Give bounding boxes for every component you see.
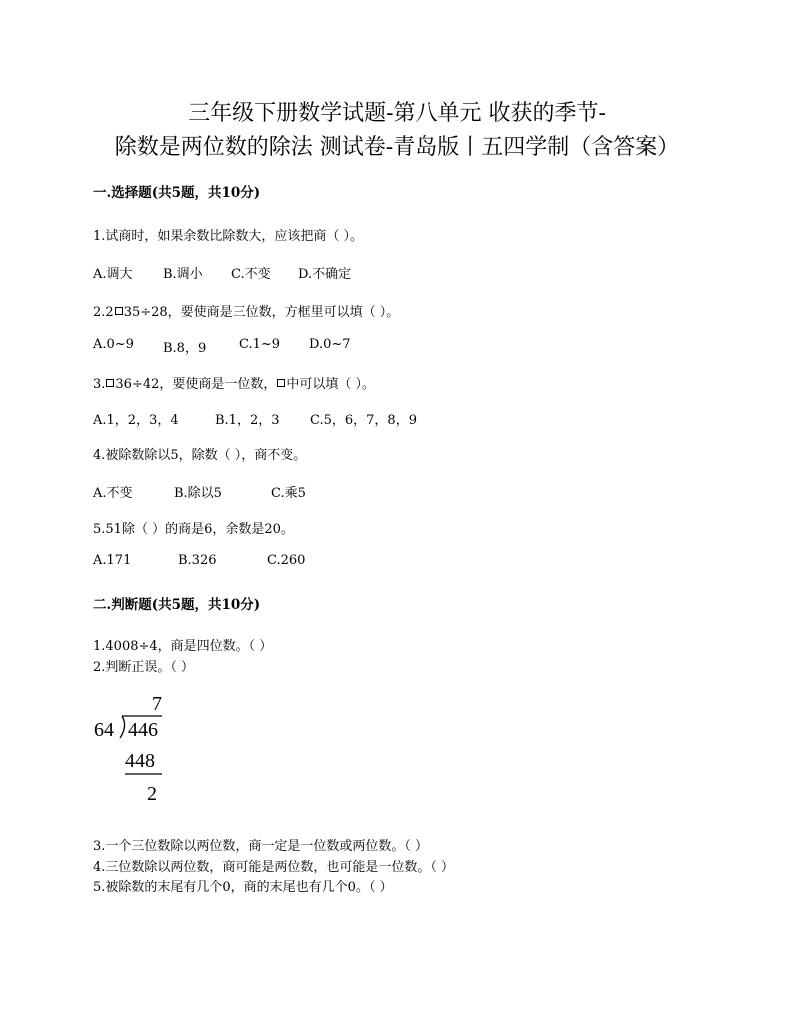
blank-box	[277, 379, 285, 387]
division-divisor: 64	[94, 719, 114, 741]
question-1: 1.试商时，如果余数比除数大，应该把商（ ）。	[93, 229, 364, 244]
section-1-heading: 一.选择题(共5题，共10分)	[93, 185, 261, 201]
question-3-middle: 36÷42，要使商是一位数，	[115, 377, 277, 392]
judge-question-3: 3.一个三位数除以两位数，商一定是一位数或两位数。（ ）	[93, 839, 429, 854]
blank-box	[106, 379, 114, 387]
division-remainder: 2	[147, 783, 157, 805]
division-bracket-curve	[120, 716, 125, 738]
option-d: D.0~7	[309, 337, 351, 352]
question-2	[93, 301, 399, 320]
title-line-2: 除数是两位数的除法 测试卷-青岛版丨五四学制（含答案）	[114, 135, 680, 160]
option-a: A.0~9	[93, 337, 134, 352]
division-product: 448	[125, 750, 155, 772]
question-2-prefix: 2.2	[93, 305, 114, 320]
judge-question-2: 2.判断正误。（ ）	[93, 660, 195, 675]
option-b: B.除以5	[174, 486, 222, 501]
question-2-suffix: 35÷28，要使商是三位数，方框里可以填（ ）。	[123, 305, 400, 320]
question-3-suffix: 中可以填（ ）。	[286, 377, 376, 392]
question-3	[93, 373, 375, 392]
question-4: 4.被除数除以5，除数（ ），商不变。	[93, 448, 307, 463]
option-c: C.5，6，7，8，9	[310, 413, 417, 428]
option-b: B.1，2，3	[215, 413, 280, 428]
division-quotient: 7	[152, 693, 162, 715]
section-2-heading: 二.判断题(共5题，共10分)	[93, 597, 261, 613]
option-a: A.1，2，3，4	[93, 413, 179, 428]
option-a: A.不变	[93, 486, 133, 501]
option-c: C.260	[267, 553, 306, 568]
option-d: D.不确定	[298, 267, 352, 282]
title-line-1: 三年级下册数学试题-第八单元 收获的季节-	[188, 101, 606, 126]
question-5: 5.51除（ ）的商是6，余数是20。	[93, 522, 294, 537]
judge-question-5: 5.被除数的末尾有几个0，商的末尾也有几个0。（ ）	[93, 880, 393, 895]
option-a: A.调大	[93, 267, 133, 282]
option-b: B.8，9	[163, 341, 207, 356]
judge-question-4: 4.三位数除以两位数，商可能是两位数，也可能是一位数。（ ）	[93, 860, 455, 875]
option-c: C.1~9	[239, 337, 281, 352]
option-a: A.171	[93, 553, 132, 568]
division-dividend: 446	[128, 719, 158, 741]
blank-box	[115, 307, 123, 315]
option-b: B.326	[178, 553, 217, 568]
option-c: C.乘5	[271, 486, 306, 501]
option-b: B.调小	[163, 267, 203, 282]
option-c: C.不变	[231, 267, 271, 282]
question-3-prefix: 3.	[93, 377, 106, 392]
long-division-figure	[92, 690, 182, 805]
judge-question-1: 1.4008÷4，商是四位数。（ ）	[93, 639, 273, 654]
